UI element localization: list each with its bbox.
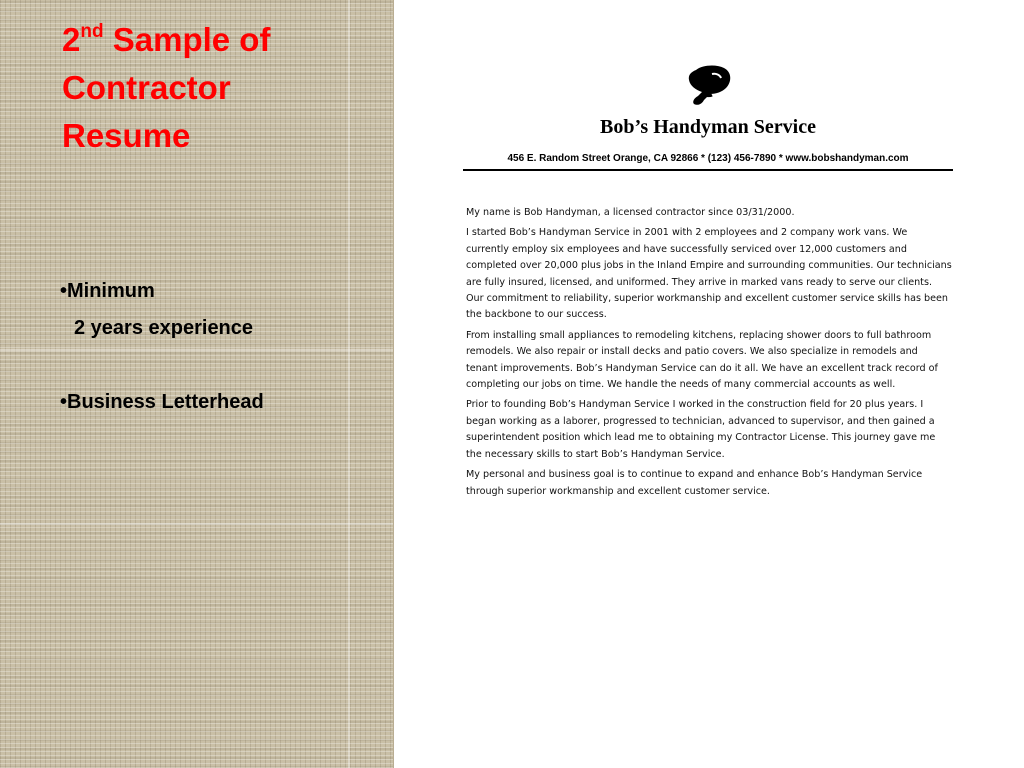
letter-paragraph-5: My personal and business goal is to continue to expand and enhance Bob’s Handyman Service through superior workmanship and excellent customer service. (466, 469, 923, 497)
bullet-experience: 2 years experience (74, 317, 254, 339)
title-line3: Resume (62, 117, 191, 154)
bullet-letterhead: •Business Letterhead (60, 391, 264, 413)
title-number: 2 (62, 21, 81, 58)
title-line1-rest: Sample of (103, 21, 271, 58)
pelican-logo-icon (682, 64, 734, 108)
letter-paragraph-3: From installing small appliances to remodeling kitchens, replacing shower doors to full bathroom remodels. We also repair or install decks and patio covers. We also specialize in remodels and tenant improvements. Bob’s Handyman Service can do it all. We have an excellent track record of completing our jobs on time. We handle the needs of many commercial accounts as well. (466, 329, 938, 391)
letterhead-divider (463, 169, 953, 171)
textured-side-panel (0, 0, 394, 768)
company-address: 456 E. Random Street Orange, CA 92866 * (123) 456-7890 * www.bobshandyman.com (507, 153, 909, 164)
company-name: Bob’s Handyman Service (600, 116, 816, 138)
title-ordinal-suffix: nd (80, 21, 104, 42)
letter-paragraph-4: Prior to founding Bob’s Handyman Service I worked in the construction field for 20 plus years. I began working as a laborer, progressed to technician, advanced to supervisor, and then gained a superintendent position which lead me to obtaining my Contractor License. This journey gave me the necessary skills to start Bob’s Handyman Service. (466, 399, 936, 460)
letter-body (466, 205, 952, 504)
bullet-minimum: •Minimum (60, 280, 155, 302)
letter-paragraph-2: I started Bob’s Handyman Service in 2001 with 2 employees and 2 company work vans. We currently employ six employees and have successfully serviced over 12,000 customers and completed over 20,000 plus jobs in the Inland Empire and surrounding communities. Our technicians are fully insured, licensed, and uniformed. They arrive in marked vans ready to serve our clients. Our commitment to reliability, superior workmanship and excellent customer service skills has been the backbone to our success. (466, 227, 952, 321)
panel-seam-horizontal-2 (0, 523, 393, 525)
slide-title (62, 16, 362, 160)
panel-seam-horizontal-1 (0, 349, 393, 351)
title-line2: Contractor (62, 69, 231, 106)
letter-paragraph-1: My name is Bob Handyman, a licensed contractor since 03/31/2000. (466, 207, 795, 218)
